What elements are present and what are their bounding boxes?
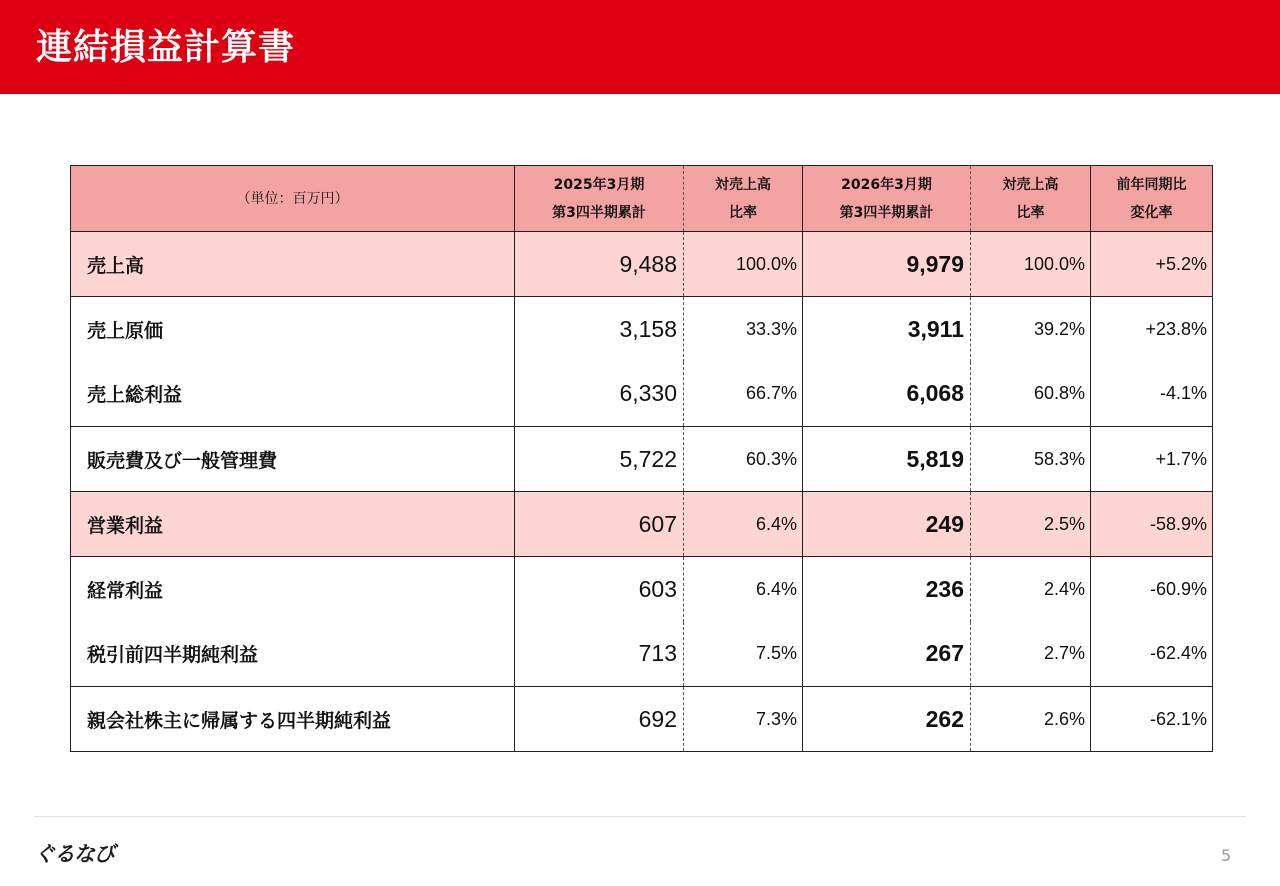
- prev-value: 9,488: [515, 232, 684, 297]
- prev-value: 692: [515, 687, 684, 752]
- prev-ratio: 6.4%: [684, 557, 803, 622]
- cur-value: 3,911: [803, 297, 971, 362]
- cur-value: 5,819: [803, 427, 971, 492]
- prev-ratio-header: 対売上高 比率: [684, 166, 803, 232]
- prev-value: 713: [515, 622, 684, 687]
- prev-ratio: 100.0%: [684, 232, 803, 297]
- prev-ratio: 60.3%: [684, 427, 803, 492]
- yoy-change: +1.7%: [1091, 427, 1213, 492]
- table-row-gross-profit: [71, 362, 1213, 427]
- prev-ratio: 66.7%: [684, 362, 803, 427]
- cur-period-header: 2026年3月期 第3四半期累計: [803, 166, 971, 232]
- prev-ratio: 33.3%: [684, 297, 803, 362]
- table-row-ordinary-profit: [71, 557, 1213, 622]
- page-number: 5: [1221, 846, 1232, 865]
- prev-period-header: 2025年3月期 第3四半期累計: [515, 166, 684, 232]
- cur-ratio: 60.8%: [971, 362, 1091, 427]
- cur-ratio: 2.4%: [971, 557, 1091, 622]
- yoy-change: -60.9%: [1091, 557, 1213, 622]
- prev-value: 607: [515, 492, 684, 557]
- table-header-row: [71, 166, 1213, 232]
- yoy-change: -62.1%: [1091, 687, 1213, 752]
- cur-value: 249: [803, 492, 971, 557]
- unit-header: （単位：百万円）: [71, 166, 515, 232]
- table-row-operating-profit: [71, 492, 1213, 557]
- prev-value: 5,722: [515, 427, 684, 492]
- prev-ratio: 7.3%: [684, 687, 803, 752]
- cur-ratio: 100.0%: [971, 232, 1091, 297]
- cur-value: 9,979: [803, 232, 971, 297]
- footer-divider: [34, 816, 1246, 817]
- table-row-sga: [71, 427, 1213, 492]
- yoy-change: -62.4%: [1091, 622, 1213, 687]
- cur-value: 262: [803, 687, 971, 752]
- yoy-change: -58.9%: [1091, 492, 1213, 557]
- table-row-net-profit: [71, 687, 1213, 752]
- prev-value: 3,158: [515, 297, 684, 362]
- title-bar: [0, 0, 1280, 94]
- page-title: 連結損益計算書: [36, 27, 296, 68]
- cur-ratio: 39.2%: [971, 297, 1091, 362]
- cur-ratio: 2.7%: [971, 622, 1091, 687]
- prev-ratio: 7.5%: [684, 622, 803, 687]
- row-label: 営業利益: [71, 492, 515, 557]
- prev-value: 6,330: [515, 362, 684, 427]
- cur-value: 6,068: [803, 362, 971, 427]
- yoy-change: +5.2%: [1091, 232, 1213, 297]
- cur-ratio: 2.6%: [971, 687, 1091, 752]
- income-statement-table: [70, 165, 1213, 752]
- cur-ratio: 58.3%: [971, 427, 1091, 492]
- row-label: 売上高: [71, 232, 515, 297]
- row-label: 売上原価: [71, 297, 515, 362]
- table-row-net-sales: [71, 232, 1213, 297]
- row-label: 売上総利益: [71, 362, 515, 427]
- row-label: 親会社株主に帰属する四半期純利益: [71, 687, 515, 752]
- row-label: 販売費及び一般管理費: [71, 427, 515, 492]
- table-row-cost-of-sales: [71, 297, 1213, 362]
- cur-ratio-header: 対売上高 比率: [971, 166, 1091, 232]
- cur-value: 267: [803, 622, 971, 687]
- yoy-change: -4.1%: [1091, 362, 1213, 427]
- cur-ratio: 2.5%: [971, 492, 1091, 557]
- company-logo: ぐるなび: [34, 842, 114, 866]
- row-label: 経常利益: [71, 557, 515, 622]
- prev-value: 603: [515, 557, 684, 622]
- row-label: 税引前四半期純利益: [71, 622, 515, 687]
- change-header: 前年同期比 変化率: [1091, 166, 1213, 232]
- cur-value: 236: [803, 557, 971, 622]
- yoy-change: +23.8%: [1091, 297, 1213, 362]
- prev-ratio: 6.4%: [684, 492, 803, 557]
- table-row-pretax-profit: [71, 622, 1213, 687]
